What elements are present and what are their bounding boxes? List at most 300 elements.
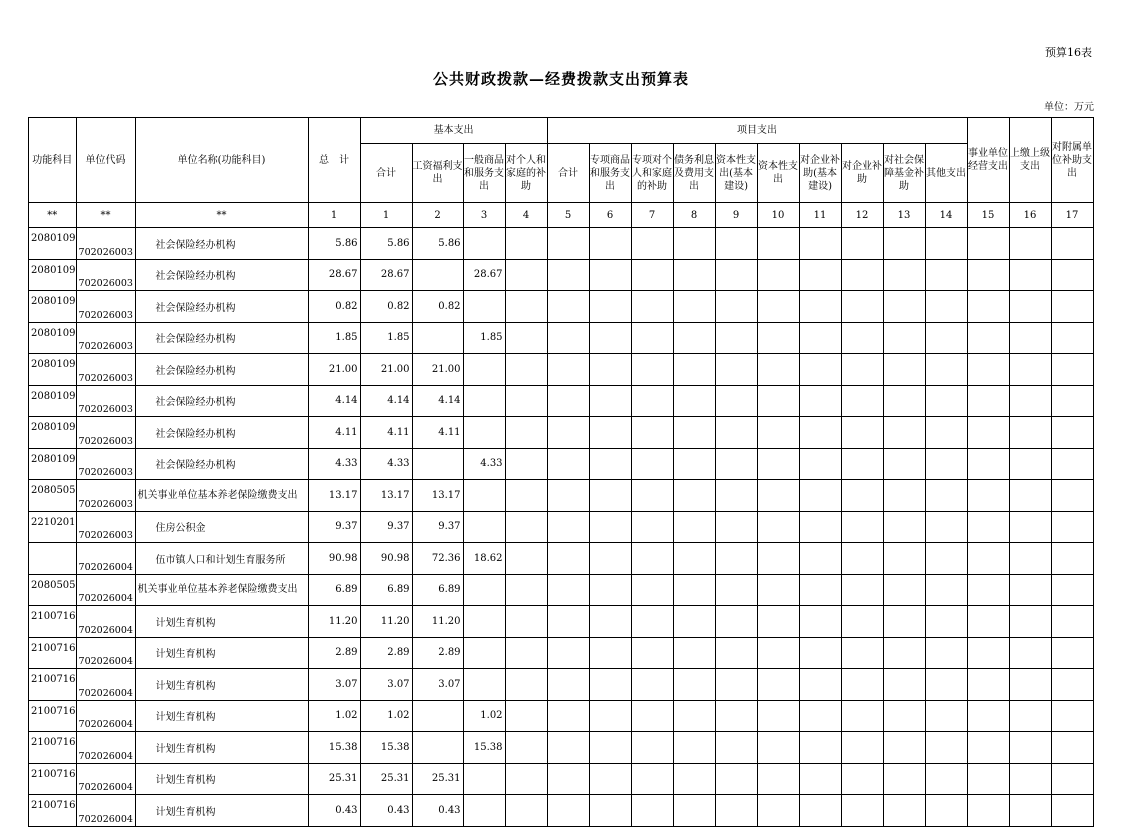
empty-cell (883, 732, 925, 764)
empty-cell (967, 637, 1009, 669)
empty-cell (1051, 291, 1093, 323)
empty-cell (631, 700, 673, 732)
index-cell: 10 (757, 203, 799, 228)
empty-cell (715, 606, 757, 638)
empty-cell (841, 228, 883, 260)
empty-cell (631, 606, 673, 638)
empty-cell (925, 417, 967, 449)
goods-cell (463, 606, 505, 638)
header-proj-total: 合计 (547, 144, 589, 203)
empty-cell (1009, 700, 1051, 732)
empty-cell (1009, 606, 1051, 638)
empty-cell (715, 354, 757, 386)
empty-cell (883, 763, 925, 795)
salary-cell (412, 700, 463, 732)
header-proj-personal: 专项对个人和家庭的补助 (631, 144, 673, 203)
personal-cell (505, 795, 547, 827)
empty-cell (925, 795, 967, 827)
index-cell: 17 (1051, 203, 1093, 228)
empty-cell (925, 543, 967, 575)
basic-total-cell: 1.85 (360, 322, 412, 354)
empty-cell (589, 669, 631, 701)
unit-code-cell: 702026004 (76, 637, 135, 669)
total-cell: 2.89 (308, 637, 360, 669)
func-code-cell (29, 543, 77, 575)
unit-name-cell: 计划生育机构 (135, 669, 308, 701)
empty-cell (925, 511, 967, 543)
personal-cell (505, 637, 547, 669)
empty-cell (925, 732, 967, 764)
empty-cell (631, 511, 673, 543)
personal-cell (505, 763, 547, 795)
empty-cell (1009, 354, 1051, 386)
func-code-cell: 2080109 (29, 291, 77, 323)
empty-cell (631, 480, 673, 512)
empty-cell (1051, 700, 1093, 732)
empty-cell (547, 606, 589, 638)
empty-cell (799, 228, 841, 260)
empty-cell (631, 385, 673, 417)
empty-cell (757, 291, 799, 323)
header-biz: 事业单位经营支出 (967, 118, 1009, 203)
header-proj-other: 其他支出 (925, 144, 967, 203)
salary-cell: 72.36 (412, 543, 463, 575)
header-basic: 基本支出 (360, 118, 547, 144)
empty-cell (925, 259, 967, 291)
header-proj-capital-infra: 资本性支出(基本建设) (715, 144, 757, 203)
empty-cell (967, 291, 1009, 323)
empty-cell (757, 417, 799, 449)
empty-cell (967, 354, 1009, 386)
index-cell: 1 (308, 203, 360, 228)
empty-cell (841, 700, 883, 732)
unit-name-cell: 社会保险经办机构 (135, 291, 308, 323)
basic-total-cell: 4.11 (360, 417, 412, 449)
empty-cell (1051, 574, 1093, 606)
empty-cell (1051, 669, 1093, 701)
empty-cell (799, 448, 841, 480)
empty-cell (841, 291, 883, 323)
empty-cell (1009, 322, 1051, 354)
salary-cell: 2.89 (412, 637, 463, 669)
unit-code-cell: 702026003 (76, 322, 135, 354)
index-cell: 9 (715, 203, 757, 228)
empty-cell (1009, 448, 1051, 480)
basic-total-cell: 0.43 (360, 795, 412, 827)
empty-cell (925, 700, 967, 732)
empty-cell (967, 385, 1009, 417)
total-cell: 4.14 (308, 385, 360, 417)
empty-cell (1051, 763, 1093, 795)
salary-cell: 11.20 (412, 606, 463, 638)
empty-cell (841, 354, 883, 386)
func-code-cell: 2100716 (29, 732, 77, 764)
empty-cell (925, 385, 967, 417)
unit-code-cell: 702026003 (76, 291, 135, 323)
empty-cell (925, 228, 967, 260)
empty-cell (673, 259, 715, 291)
empty-cell (715, 385, 757, 417)
salary-cell: 9.37 (412, 511, 463, 543)
empty-cell (1051, 732, 1093, 764)
empty-cell (673, 543, 715, 575)
empty-cell (883, 448, 925, 480)
budget-table (28, 117, 1094, 827)
empty-cell (799, 795, 841, 827)
empty-cell (631, 291, 673, 323)
goods-cell (463, 795, 505, 827)
empty-cell (757, 606, 799, 638)
table-row (29, 448, 1094, 480)
empty-cell (883, 543, 925, 575)
header-proj-goods: 专项商品和服务支出 (589, 144, 631, 203)
personal-cell (505, 511, 547, 543)
unit-code-cell: 702026004 (76, 543, 135, 575)
basic-total-cell: 5.86 (360, 228, 412, 260)
empty-cell (883, 354, 925, 386)
empty-cell (925, 637, 967, 669)
empty-cell (841, 574, 883, 606)
empty-cell (1009, 480, 1051, 512)
empty-cell (1009, 637, 1051, 669)
unit-code-cell: 702026004 (76, 574, 135, 606)
basic-total-cell: 2.89 (360, 637, 412, 669)
total-cell: 9.37 (308, 511, 360, 543)
empty-cell (673, 354, 715, 386)
index-row (29, 203, 1094, 228)
empty-cell (673, 574, 715, 606)
empty-cell (547, 228, 589, 260)
basic-total-cell: 6.89 (360, 574, 412, 606)
basic-total-cell: 9.37 (360, 511, 412, 543)
empty-cell (673, 669, 715, 701)
header-proj-social-fund: 对社会保障基金补助 (883, 144, 925, 203)
salary-cell: 5.86 (412, 228, 463, 260)
empty-cell (715, 669, 757, 701)
index-cell: 2 (412, 203, 463, 228)
unit-code-cell: 702026003 (76, 480, 135, 512)
basic-total-cell: 0.82 (360, 291, 412, 323)
empty-cell (547, 669, 589, 701)
total-cell: 90.98 (308, 543, 360, 575)
index-cell: 7 (631, 203, 673, 228)
unit-name-cell: 社会保险经办机构 (135, 322, 308, 354)
empty-cell (967, 259, 1009, 291)
empty-cell (841, 732, 883, 764)
index-cell: 3 (463, 203, 505, 228)
form-number: 预算16表 (1045, 46, 1092, 59)
salary-cell: 6.89 (412, 574, 463, 606)
total-cell: 1.85 (308, 322, 360, 354)
header-basic-personal: 对个人和家庭的补助 (505, 144, 547, 203)
goods-cell: 4.33 (463, 448, 505, 480)
goods-cell (463, 385, 505, 417)
personal-cell (505, 291, 547, 323)
total-cell: 11.20 (308, 606, 360, 638)
empty-cell (547, 417, 589, 449)
unit-code-cell: 702026003 (76, 417, 135, 449)
unit-code-cell: 702026004 (76, 606, 135, 638)
empty-cell (715, 480, 757, 512)
table-row (29, 637, 1094, 669)
func-code-cell: 2210201 (29, 511, 77, 543)
unit-code-cell: 702026003 (76, 228, 135, 260)
empty-cell (883, 417, 925, 449)
empty-cell (757, 480, 799, 512)
empty-cell (883, 700, 925, 732)
goods-cell: 1.02 (463, 700, 505, 732)
empty-cell (547, 795, 589, 827)
empty-cell (841, 763, 883, 795)
empty-cell (631, 259, 673, 291)
index-cell: 4 (505, 203, 547, 228)
header-proj-enterprise-infra: 对企业补助(基本建设) (799, 144, 841, 203)
empty-cell (589, 511, 631, 543)
empty-cell (925, 606, 967, 638)
index-cell: 12 (841, 203, 883, 228)
salary-cell: 0.82 (412, 291, 463, 323)
empty-cell (841, 795, 883, 827)
personal-cell (505, 259, 547, 291)
empty-cell (841, 448, 883, 480)
empty-cell (925, 763, 967, 795)
empty-cell (673, 448, 715, 480)
personal-cell (505, 574, 547, 606)
empty-cell (799, 385, 841, 417)
empty-cell (673, 511, 715, 543)
personal-cell (505, 448, 547, 480)
func-code-cell: 2080109 (29, 354, 77, 386)
unit-code-cell: 702026003 (76, 385, 135, 417)
total-cell: 6.89 (308, 574, 360, 606)
table-row (29, 291, 1094, 323)
empty-cell (547, 354, 589, 386)
empty-cell (967, 669, 1009, 701)
empty-cell (967, 228, 1009, 260)
empty-cell (967, 543, 1009, 575)
empty-cell (967, 732, 1009, 764)
empty-cell (883, 669, 925, 701)
header-proj-enterprise: 对企业补助 (841, 144, 883, 203)
table-row (29, 669, 1094, 701)
empty-cell (1051, 259, 1093, 291)
empty-cell (799, 763, 841, 795)
salary-cell (412, 732, 463, 764)
table-row (29, 574, 1094, 606)
salary-cell: 13.17 (412, 480, 463, 512)
unit-code-cell: 702026004 (76, 763, 135, 795)
empty-cell (1051, 511, 1093, 543)
personal-cell (505, 417, 547, 449)
unit-code-cell: 702026004 (76, 669, 135, 701)
func-code-cell: 2080505 (29, 574, 77, 606)
empty-cell (1051, 637, 1093, 669)
unit-name-cell: 机关事业单位基本养老保险缴费支出 (135, 480, 308, 512)
empty-cell (925, 448, 967, 480)
empty-cell (757, 732, 799, 764)
empty-cell (967, 763, 1009, 795)
empty-cell (589, 480, 631, 512)
basic-total-cell: 1.02 (360, 700, 412, 732)
basic-total-cell: 4.14 (360, 385, 412, 417)
table-body (29, 228, 1094, 827)
unit-name-cell: 计划生育机构 (135, 795, 308, 827)
empty-cell (547, 732, 589, 764)
empty-cell (799, 732, 841, 764)
empty-cell (715, 322, 757, 354)
empty-cell (589, 354, 631, 386)
func-code-cell: 2080109 (29, 417, 77, 449)
empty-cell (673, 606, 715, 638)
unit-code-cell: 702026004 (76, 732, 135, 764)
empty-cell (547, 480, 589, 512)
func-code-cell: 2080109 (29, 259, 77, 291)
empty-cell (631, 795, 673, 827)
empty-cell (967, 700, 1009, 732)
unit-name-cell: 计划生育机构 (135, 732, 308, 764)
unit-name-cell: 计划生育机构 (135, 637, 308, 669)
empty-cell (967, 606, 1009, 638)
basic-total-cell: 25.31 (360, 763, 412, 795)
goods-cell: 18.62 (463, 543, 505, 575)
empty-cell (967, 795, 1009, 827)
table-row (29, 354, 1094, 386)
unit-name-cell: 住房公积金 (135, 511, 308, 543)
empty-cell (1009, 511, 1051, 543)
empty-cell (841, 385, 883, 417)
empty-cell (883, 574, 925, 606)
empty-cell (925, 291, 967, 323)
salary-cell: 3.07 (412, 669, 463, 701)
empty-cell (1051, 228, 1093, 260)
header-upper: 上缴上级支出 (1009, 118, 1051, 203)
empty-cell (1009, 574, 1051, 606)
basic-total-cell: 90.98 (360, 543, 412, 575)
total-cell: 5.86 (308, 228, 360, 260)
total-cell: 15.38 (308, 732, 360, 764)
empty-cell (1009, 385, 1051, 417)
basic-total-cell: 3.07 (360, 669, 412, 701)
index-cell: 11 (799, 203, 841, 228)
empty-cell (631, 322, 673, 354)
total-cell: 21.00 (308, 354, 360, 386)
empty-cell (967, 480, 1009, 512)
empty-cell (715, 228, 757, 260)
empty-cell (715, 291, 757, 323)
goods-cell: 28.67 (463, 259, 505, 291)
empty-cell (547, 322, 589, 354)
func-code-cell: 2100716 (29, 669, 77, 701)
empty-cell (715, 543, 757, 575)
total-cell: 13.17 (308, 480, 360, 512)
empty-cell (547, 637, 589, 669)
empty-cell (1051, 417, 1093, 449)
total-cell: 25.31 (308, 763, 360, 795)
total-cell: 28.67 (308, 259, 360, 291)
header-proj-debt: 债务利息及费用支出 (673, 144, 715, 203)
func-code-cell: 2080109 (29, 322, 77, 354)
empty-cell (547, 385, 589, 417)
empty-cell (715, 795, 757, 827)
empty-cell (757, 763, 799, 795)
empty-cell (799, 291, 841, 323)
table-row (29, 732, 1094, 764)
header-basic-salary: 工资福利支出 (412, 144, 463, 203)
empty-cell (799, 574, 841, 606)
empty-cell (589, 291, 631, 323)
empty-cell (841, 637, 883, 669)
empty-cell (757, 385, 799, 417)
empty-cell (1009, 795, 1051, 827)
empty-cell (1051, 448, 1093, 480)
basic-total-cell: 4.33 (360, 448, 412, 480)
basic-total-cell: 11.20 (360, 606, 412, 638)
index-cell: 5 (547, 203, 589, 228)
empty-cell (547, 700, 589, 732)
empty-cell (631, 228, 673, 260)
empty-cell (1051, 606, 1093, 638)
unit-code-cell: 702026004 (76, 700, 135, 732)
personal-cell (505, 669, 547, 701)
empty-cell (757, 574, 799, 606)
table-row (29, 700, 1094, 732)
empty-cell (589, 574, 631, 606)
header-basic-total: 合计 (360, 144, 412, 203)
empty-cell (1009, 417, 1051, 449)
empty-cell (757, 322, 799, 354)
personal-cell (505, 700, 547, 732)
salary-cell (412, 448, 463, 480)
unit-name-cell: 社会保险经办机构 (135, 448, 308, 480)
empty-cell (841, 322, 883, 354)
func-code-cell: 2100716 (29, 606, 77, 638)
empty-cell (1051, 322, 1093, 354)
unit-code-cell: 702026004 (76, 795, 135, 827)
empty-cell (1009, 291, 1051, 323)
empty-cell (715, 417, 757, 449)
index-cell: ** (29, 203, 77, 228)
unit-name-cell: 社会保险经办机构 (135, 228, 308, 260)
empty-cell (1009, 763, 1051, 795)
empty-cell (589, 448, 631, 480)
unit-name-cell: 社会保险经办机构 (135, 354, 308, 386)
empty-cell (589, 637, 631, 669)
basic-total-cell: 21.00 (360, 354, 412, 386)
salary-cell: 4.11 (412, 417, 463, 449)
total-cell: 1.02 (308, 700, 360, 732)
goods-cell: 1.85 (463, 322, 505, 354)
unit-name-cell: 计划生育机构 (135, 606, 308, 638)
index-cell: ** (76, 203, 135, 228)
table-row (29, 259, 1094, 291)
total-cell: 4.11 (308, 417, 360, 449)
empty-cell (589, 700, 631, 732)
empty-cell (799, 322, 841, 354)
empty-cell (841, 259, 883, 291)
unit-name-cell: 社会保险经办机构 (135, 417, 308, 449)
header-unit-name: 单位名称(功能科目) (135, 118, 308, 203)
empty-cell (883, 606, 925, 638)
empty-cell (757, 637, 799, 669)
empty-cell (757, 259, 799, 291)
empty-cell (757, 700, 799, 732)
goods-cell (463, 291, 505, 323)
empty-cell (799, 669, 841, 701)
empty-cell (715, 763, 757, 795)
empty-cell (799, 259, 841, 291)
empty-cell (547, 291, 589, 323)
empty-cell (715, 637, 757, 669)
